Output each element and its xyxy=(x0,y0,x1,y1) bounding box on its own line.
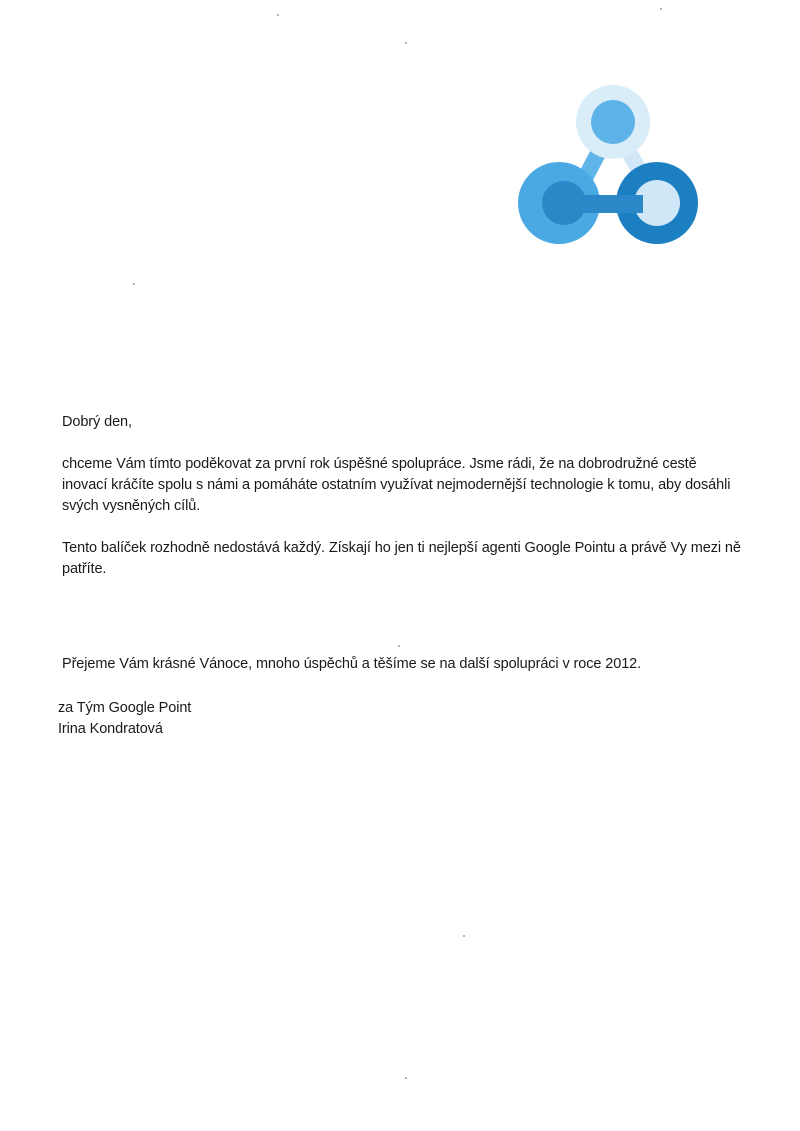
scan-speck xyxy=(660,8,662,10)
letter-signature xyxy=(58,698,458,740)
scan-speck xyxy=(133,283,135,285)
letter-paragraph-1: chceme Vám tímto poděkovat za první rok úspěšné spolupráce. Jsme rádi, že na dobrodružné cestě inovací kráčíte spolu s námi a pomáháte ostatním využívat nejmodernější technologie k tomu, aby dosáhli svých vysněných cílů. xyxy=(62,456,731,514)
signature-name: Irina Kondratová xyxy=(58,721,163,737)
letter-greeting: Dobrý den, xyxy=(62,414,132,430)
signature-team: za Tým Google Point xyxy=(58,700,192,716)
connected-nodes-logo-icon xyxy=(515,85,705,250)
scan-speck xyxy=(405,1077,407,1079)
letter-closing: Přejeme Vám krásné Vánoce, mnoho úspěchů a těšíme se na další spolupráci v roce 2012. xyxy=(62,656,642,672)
scan-speck xyxy=(398,645,400,647)
logo-bar xyxy=(575,195,643,213)
letter-body xyxy=(62,412,742,580)
scan-speck xyxy=(405,42,407,44)
letter-paragraph-2: Tento balíček rozhodně nedostává každý. Získají ho jen ti nejlepší agenti Google Pointu a právě Vy mezi ně patříte. xyxy=(62,540,741,577)
scan-speck xyxy=(277,14,279,16)
logo-node-top-inner xyxy=(591,100,635,144)
scan-speck xyxy=(463,935,465,937)
